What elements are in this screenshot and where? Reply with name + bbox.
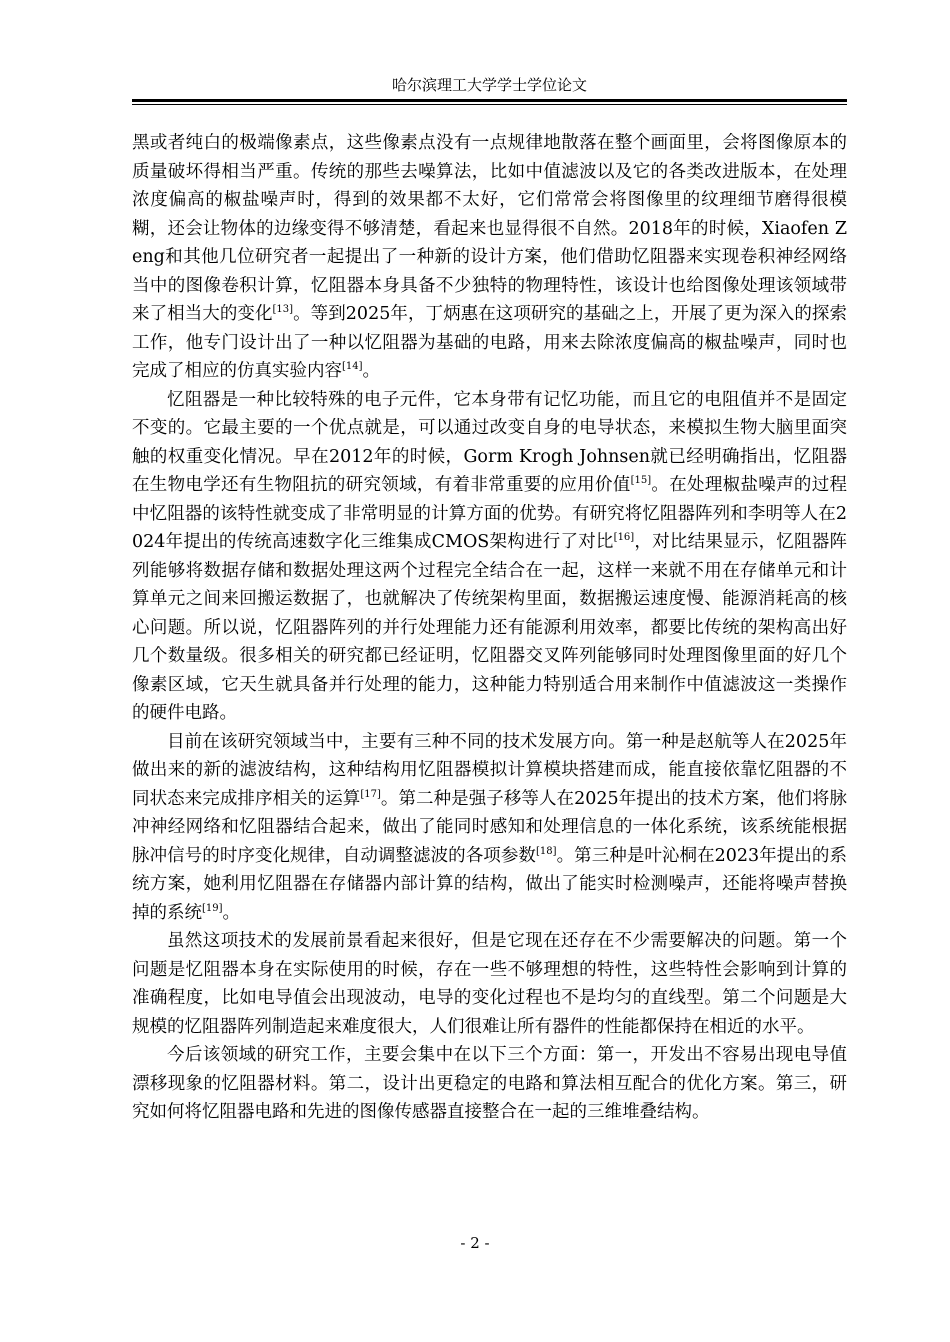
text-run: 。等到2025年，丁炳惠在这项研究的基础之上，开展了更为深入的探索工作，他专门设计出了一种以忆阻器为基础的电路，用来去除浓度偏高的椒盐噪声，同时也完成了相应的仿真实验内容 xyxy=(132,304,847,381)
paragraph xyxy=(132,927,847,1041)
text-run: 忆阻器是一种比较特殊的电子元件，它本身带有记忆功能，而且它的电阻值并不是固定不变的。它最主要的一个优点就是，可以通过改变自身的电导状态，来模拟生物大脑里面突触的权重变化情况。早在2012年的时候，Gorm Krogh Johnsen就已经明确指出，忆阻器在生物电学还有生物阻抗的研究领域，有着非常重要的应用价值 xyxy=(132,389,847,495)
text-run: 黑或者纯白的极端像素点，这些像素点没有一点规律地散落在整个画面里，会将图像原本的质量破坏得相当严重。传统的那些去噪算法，比如中值滤波以及它的各类改进版本，在处理浓度偏高的椒盐噪声时，得到的效果都不太好，它们常常会将图像里的纹理细节磨得很模糊，还会让物体的边缘变得不够清楚，看起来也显得很不自然。2018年的时候，Xiaofen Zeng和其他几位研究者一起提出了一种新的设计方案，他们借助忆阻器来实现卷积神经网络当中的图像卷积计算，忆阻器本身具备不少独特的物理特性，该设计也给图像处理该领域带来了相当大的变化 xyxy=(132,133,847,324)
paragraph xyxy=(132,129,847,386)
body-text xyxy=(132,129,847,1127)
paragraph xyxy=(132,1041,847,1127)
text-run: 。第二种是强子移等人在2025年提出的技术方案，他们将脉冲神经网络和忆阻器结合起来，做出了能同时感知和处理信息的一体化系统，该系统能根据脉冲信号的时序变化规律，自动调整滤波的各项参数 xyxy=(132,788,847,866)
citation: [13] xyxy=(272,304,294,315)
text-run: 虽然这项技术的发展前景看起来很好，但是它现在还存在不少需要解决的问题。第一个问题是忆阻器本身在实际使用的时候，存在一些不够理想的特性，这些特性会影响到计算的准确程度，比如电导值会出现波动，电导的变化过程也不是均匀的直线型。第二个问题是大规模的忆阻器阵列制造起来难度很大，人们很难让所有器件的性能都保持在相近的水平。 xyxy=(132,931,847,1037)
text-run: 。第三种是叶沁桐在2023年提出的系统方案，她利用忆阻器在存储器内部计算的结构，做出了能实时检测噪声，还能将噪声替换掉的系统 xyxy=(132,845,847,923)
text-run: 目前在该研究领域当中，主要有三种不同的技术发展方向。第一种是赵航等人在2025年做出来的新的滤波结构，这种结构用忆阻器模拟计算模块搭建而成，能直接依靠忆阻器的不同状态来完成排序相关的运算 xyxy=(132,731,847,809)
citation: [14] xyxy=(342,361,363,372)
citation: [19] xyxy=(202,902,223,914)
text-run: 。在处理椒盐噪声的过程中忆阻器的该特性就变成了非常明显的计算方面的优势。有研究将忆阻器阵列和李明等人在2024年提出的传统高速数字化三维集成CMOS架构进行了对比 xyxy=(132,475,848,552)
citation: [18] xyxy=(535,845,557,857)
header-rule-thin xyxy=(132,104,847,105)
paragraph xyxy=(132,386,847,728)
page-number: - 2 - xyxy=(460,1234,490,1252)
citation: [15] xyxy=(630,475,652,486)
text-run: 。 xyxy=(222,902,241,923)
page-header: 哈尔滨理工大学学士学位论文 xyxy=(391,76,587,94)
header-rule-thick xyxy=(132,99,847,102)
citation: [17] xyxy=(360,788,381,800)
paragraph xyxy=(132,728,847,928)
citation: [16] xyxy=(613,532,635,543)
text-run: 今后该领域的研究工作，主要会集中在以下三个方面：第一，开发出不容易出现电导值漂移现象的忆阻器材料。第二，设计出更稳定的电路和算法相互配合的优化方案。第三，研究如何将忆阻器电路和先进的图像传感器直接整合在一起的三维堆叠结构。 xyxy=(132,1045,847,1122)
text-run: 。 xyxy=(362,361,381,381)
text-run: ，对比结果显示，忆阻器阵列能够将数据存储和数据处理这两个过程完全结合在一起，这样一来就不用在存储单元和计算单元之间来回搬运数据了，也就解决了传统架构里面，数据搬运速度慢、能源消耗高的核心问题。所以说，忆阻器阵列的并行处理能力还有能源利用效率，都要比传统的架构高出好几个数量级。很多相关的研究都已经证明，忆阻器交叉阵列能够同时处理图像里面的好几个像素区域，它天生就具备并行处理的能力，这种能力特别适合用来制作中值滤波这一类操作的硬件电路。 xyxy=(132,532,848,723)
